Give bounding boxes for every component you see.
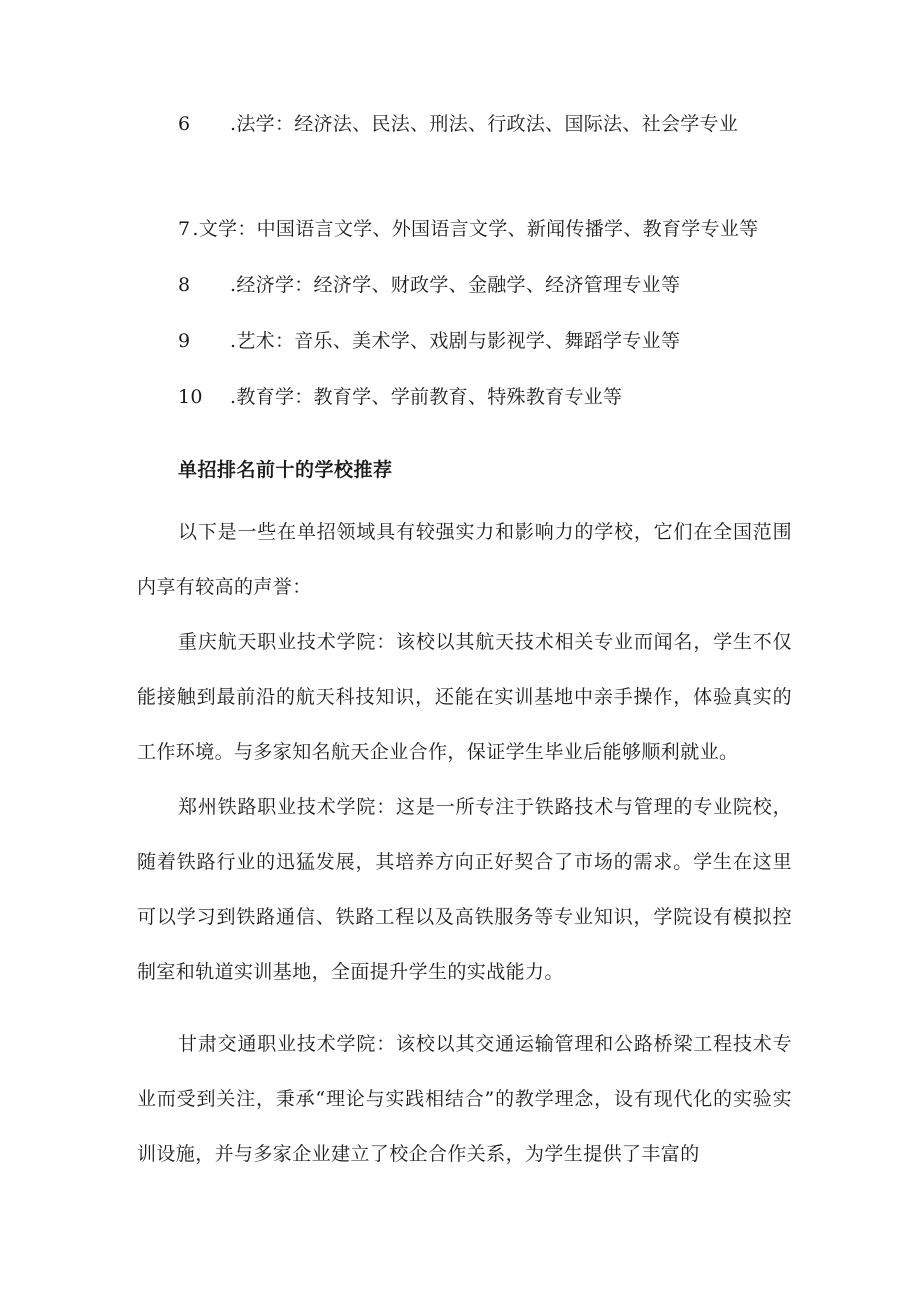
list-item-7 xyxy=(178,217,758,241)
paragraph-chongqing: 重庆航天职业技术学院：该校以其航天技术相关专业而闻名，学生不仅能接触到最前沿的航天科技知识，还能在实训基地中亲手操作，体验真实的工作环境。与多家知名航天企业合作，保证学生毕业后能够顺利就业。 xyxy=(137,631,792,763)
list-item-6 xyxy=(178,112,738,136)
list-item-8 xyxy=(178,273,680,297)
list-text: .经济学：经济学、财政学、金融学、经济管理专业等 xyxy=(230,274,681,296)
list-item-9 xyxy=(178,329,680,353)
list-number: 10 xyxy=(178,386,203,408)
paragraph-gansu: 甘肃交通职业技术学院：该校以其交通运输管理和公路桥梁工程技术专业而受到关注，秉承“理论与实践相结合”的教学理念，设有现代化的实验实训设施，并与多家企业建立了校企合作关系，为学生提供了丰富的 xyxy=(137,1033,792,1165)
section-heading: 单招排名前十的学校推荐 xyxy=(178,459,393,481)
list-text: .教育学：教育学、学前教育、特殊教育专业等 xyxy=(230,386,623,408)
list-number: 8 xyxy=(178,274,191,296)
list-number: 7 xyxy=(178,218,191,240)
list-item-10 xyxy=(178,385,622,409)
list-text: .文学：中国语言文学、外国语言文学、新闻传播学、教育学专业等 xyxy=(192,218,759,240)
list-number: 9 xyxy=(178,330,191,352)
list-text: .法学：经济法、民法、刑法、行政法、国际法、社会学专业 xyxy=(230,113,739,135)
list-text: .艺术：音乐、美术学、戏剧与影视学、舞蹈学专业等 xyxy=(230,330,681,352)
paragraph-zhengzhou: 郑州铁路职业技术学院：这是一所专注于铁路技术与管理的专业院校，随着铁路行业的迅猛发展，其培养方向正好契合了市场的需求。学生在这里可以学习到铁路通信、铁路工程以及高铁服务等专业知识，学院设有模拟控制室和轨道实训基地，全面提升学生的实战能力。 xyxy=(137,796,792,983)
paragraph-intro: 以下是一些在单招领域具有较强实力和影响力的学校，它们在全国范围内享有较高的声誉： xyxy=(137,521,792,598)
list-number: 6 xyxy=(178,113,191,135)
